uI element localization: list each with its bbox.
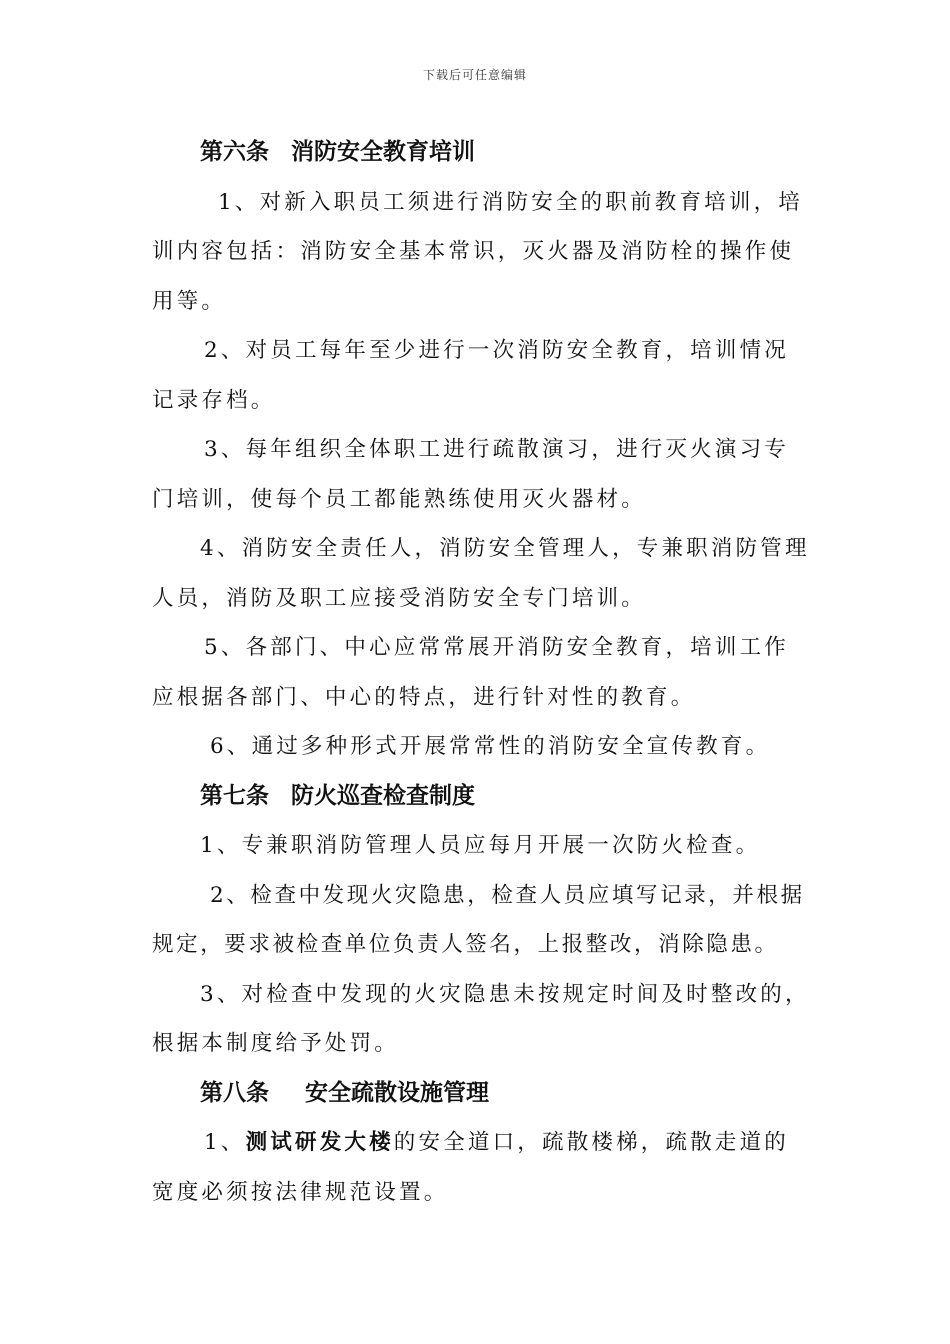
section-title-8 [152,1069,812,1119]
document-body [152,128,812,1217]
list-item: 2、对员工每年至少进行一次消防安全教育，培训情况记录存档。 [152,338,789,413]
section-title-7 [152,772,812,822]
section-heading: 消防安全教育培训 [291,139,475,165]
section-heading: 安全疏散设施管理 [305,1079,489,1106]
section-heading: 防火巡查检查制度 [291,782,475,809]
list-item: 6、通过多种形式开展常常性的消防安全宣传教育。 [210,734,771,759]
section-number: 第八条 [200,1079,269,1106]
list-item [152,1118,812,1217]
list-item: 4、消防安全责任人，消防安全管理人，专兼职消防管理人员，消防及职工应接受消防安全专门培训。 [152,536,810,611]
list-item: 1、对新入职员工须进行消防安全的职前教育培训，培训内容包括：消防安全基本常识，灭火器及消防栓的操作使用等。 [152,189,803,314]
section-number: 第六条 [200,139,269,165]
list-item: 3、每年组织全体职工进行疏散演习，进行灭火演习专门培训，使每个员工都能熟练使用灭火器材。 [152,437,789,512]
section-number: 第七条 [200,782,269,809]
item-text: 的安全道口，疏散楼梯，疏散走道的宽度必须按法律规范设置。 [152,1130,789,1205]
header-note: 下载后可任意编辑 [422,68,527,82]
list-item: 3、对检查中发现的火灾隐患未按规定时间及时整改的，根据本制度给予处罚。 [152,981,810,1056]
list-item: 1、专兼职消防管理人员应每月开展一次防火检查。 [200,833,761,858]
list-item: 2、检查中发现火灾隐患，检查人员应填写记录，并根据规定，要求被检查单位负责人签名，上报整改，消除隐患。 [152,882,805,957]
section-title-6 [152,128,812,178]
item-prefix: 1、 [204,1130,246,1155]
list-item: 5、各部门、中心应常常展开消防安全教育，培训工作应根据各部门、中心的特点，进行针对性的教育。 [152,635,789,710]
building-name: 测试研发大楼 [245,1130,394,1155]
